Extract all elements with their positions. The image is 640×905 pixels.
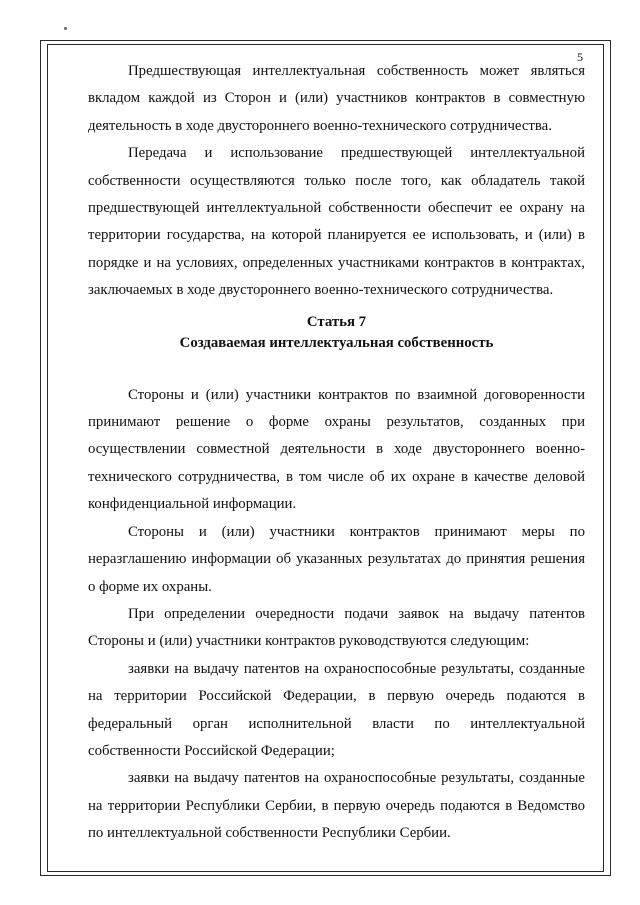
article-title: Создаваемая интеллектуальная собственность bbox=[179, 334, 494, 351]
paragraph: Предшествующая интеллектуальная собственность может являться вкладом каждой из Сторон и (или) участников контрактов в совместную деятельность в ходе двустороннего военно-технического сотрудничества. bbox=[88, 63, 585, 134]
paragraph: Стороны и (или) участники контрактов принимают меры по неразглашению информации об указанных результатах до принятия решения о форме их охраны. bbox=[88, 523, 585, 595]
paragraph: При определении очередности подачи заявок на выдачу патентов Стороны и (или) участники контрактов руководствуются следующим: bbox=[88, 605, 585, 650]
page-number: 5 bbox=[577, 50, 583, 64]
paragraph: Стороны и (или) участники контрактов по взаимной договоренности принимают решение о форме охраны результатов, созданных при осуществлении совместной деятельности в ходе двустороннего военно-технического сотрудничества, в том числе об их охране в качестве деловой конфиденциальной информации. bbox=[88, 386, 585, 513]
paragraph: заявки на выдачу патентов на охраноспособные результаты, созданные на территории Российской Федерации, в первую очередь подаются в федеральный орган исполнительной власти по интеллектуальной собственности Российской Федерации; bbox=[88, 660, 585, 759]
paragraph: Передача и использование предшествующей интеллектуальной собственности осуществляются только после того, как обладатель такой предшествующей интеллектуальной собственности обеспечит ее охрану на территории государства, на которой планируется ее использовать, и (или) в порядке и на условиях, определенных участниками контрактов в контрактах, заключаемых в ходе двустороннего военно-технического сотрудничества. bbox=[88, 145, 585, 299]
article-heading bbox=[88, 312, 585, 354]
paragraph: заявки на выдачу патентов на охраноспособные результаты, созданные на территории Республики Сербии, в первую очередь подаются в Ведомство по интеллектуальной собственности Республики Сербии. bbox=[88, 770, 585, 842]
document-body bbox=[88, 58, 585, 848]
article-number: Статья 7 bbox=[306, 313, 367, 330]
scan-artifact-dot bbox=[64, 27, 67, 30]
